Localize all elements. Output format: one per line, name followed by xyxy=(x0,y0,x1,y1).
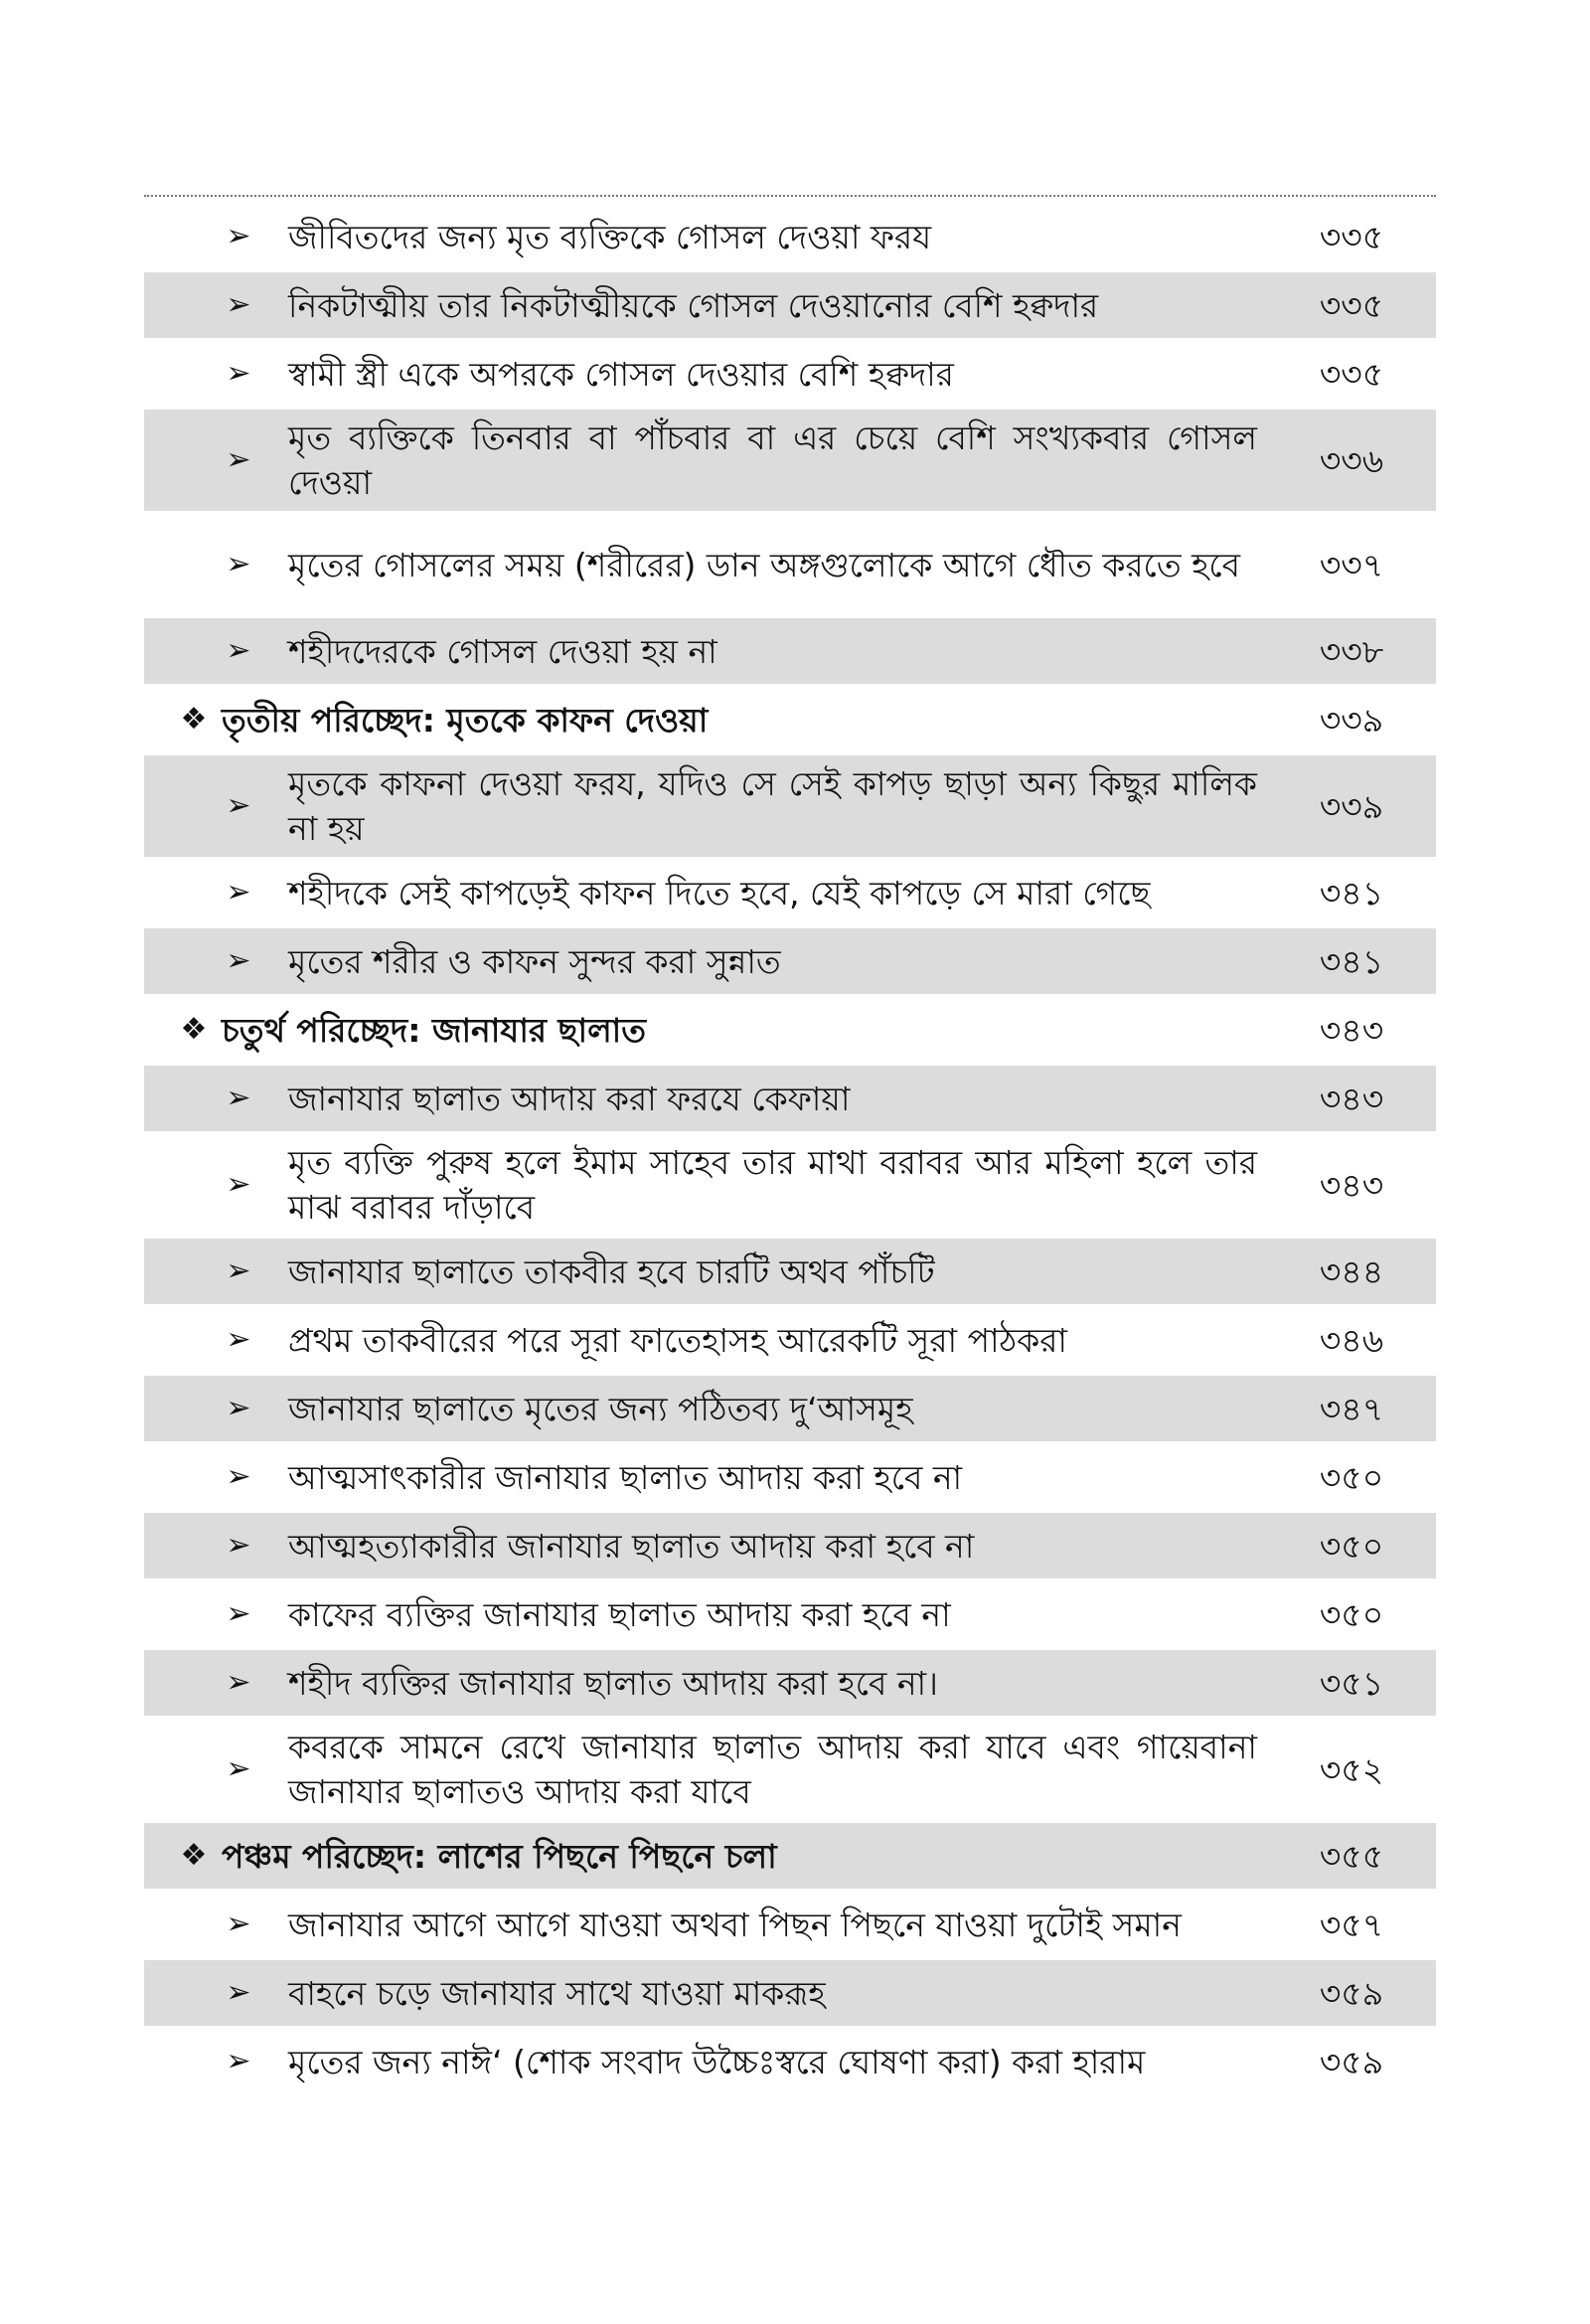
arrow-bullet-icon: ➢ xyxy=(226,788,251,823)
toc-row xyxy=(144,341,1436,407)
arrow-bullet-icon: ➢ xyxy=(226,875,251,910)
arrow-bullet-icon: ➢ xyxy=(226,356,251,391)
toc-page-number: ৩৫১ xyxy=(1319,1663,1384,1703)
toc-entry-title: মৃতকে কাফনা দেওয়া ফরয, যদিও সে সেই কাপড় ছাড়া অন্য কিছুর মালিক না হয় xyxy=(288,764,1257,848)
toc-page-number: ৩৫০ xyxy=(1319,1457,1384,1497)
toc-entry-title: জানাযার আগে আগে যাওয়া অথবা পিছন পিছনে যাওয়া দুটোই সমান xyxy=(288,1905,1182,1944)
toc-page-number: ৩৫৭ xyxy=(1319,1905,1384,1944)
toc-row xyxy=(144,1581,1436,1647)
toc-row xyxy=(144,1134,1436,1236)
arrow-bullet-icon: ➢ xyxy=(226,1528,251,1563)
arrow-bullet-icon: ➢ xyxy=(226,1975,251,2010)
toc-entry-title: আত্মহত্যাকারীর জানাযার ছালাত আদায় করা হবে না xyxy=(288,1526,975,1566)
toc-entry-title: মৃতের শরীর ও কাফন সুন্দর করা সুন্নাত xyxy=(288,941,781,981)
toc-entry-title: নিকটাত্মীয় তার নিকটাত্মীয়কে গোসল দেওয়ানোর বেশি হক্বদার xyxy=(288,285,1099,325)
toc-page-number: ৩৩৫ xyxy=(1319,354,1384,394)
toc-row xyxy=(144,1892,1436,1957)
toc-page-number: ৩৩৯ xyxy=(1319,786,1384,826)
diamond-bullet-icon: ❖ xyxy=(180,1838,208,1873)
toc-entry-title: জানাযার ছালাত আদায় করা ফরযে কেফায়া xyxy=(288,1079,851,1118)
arrow-bullet-icon: ➢ xyxy=(226,1253,251,1288)
toc-page-number: ৩৪৭ xyxy=(1319,1389,1384,1428)
toc-page-number: ৩৩৭ xyxy=(1319,545,1384,584)
toc-entry-title: জানাযার ছালাতে মৃতের জন্য পঠিতব্য দু‘আসমূহ xyxy=(288,1389,913,1428)
arrow-bullet-icon: ➢ xyxy=(226,287,251,322)
toc-row xyxy=(144,272,1436,338)
toc-row xyxy=(144,1239,1436,1304)
arrow-bullet-icon: ➢ xyxy=(226,1907,251,1941)
toc-entry-title: কাফের ব্যক্তির জানাযার ছালাত আদায় করা হবে না xyxy=(288,1594,951,1634)
toc-row xyxy=(144,1960,1436,2026)
arrow-bullet-icon: ➢ xyxy=(226,547,251,581)
header-rule xyxy=(144,195,1436,197)
toc-page-number: ৩৪৩ xyxy=(1319,1079,1384,1118)
toc-page-number: ৩৪৩ xyxy=(1319,1010,1384,1050)
arrow-bullet-icon: ➢ xyxy=(226,943,251,978)
toc-entry-title: আত্মসাৎকারীর জানাযার ছালাত আদায় করা হবে না xyxy=(288,1457,963,1497)
toc-row xyxy=(144,1513,1436,1578)
toc-page-number: ৩৫৯ xyxy=(1319,2042,1384,2081)
toc-entry-title: মৃতের গোসলের সময় (শরীরের) ডান অঙ্গগুলোকে আগে ধৌত করতে হবে xyxy=(288,545,1241,584)
toc-page-number: ৩৫০ xyxy=(1319,1526,1384,1566)
toc-page-number: ৩৩৬ xyxy=(1319,440,1384,480)
toc-page-number: ৩৩৯ xyxy=(1319,700,1384,740)
toc-page-number: ৩৪৪ xyxy=(1319,1251,1384,1291)
arrow-bullet-icon: ➢ xyxy=(226,1751,251,1786)
toc-entry-title: বাহনে চড়ে জানাযার সাথে যাওয়া মাকরূহ xyxy=(288,1973,826,2013)
toc-page-number: ৩৪৬ xyxy=(1319,1320,1384,1360)
toc-entry-title: মৃত ব্যক্তিকে তিনবার বা পাঁচবার বা এর চেয়ে বেশি সংখ্যকবার গোসল দেওয়া xyxy=(288,418,1257,502)
toc-page-number: ৩৪১ xyxy=(1319,873,1384,913)
arrow-bullet-icon: ➢ xyxy=(226,633,251,668)
toc-chapter-title: পঞ্চম পরিচ্ছেদ: লাশের পিছনে পিছনে চলা xyxy=(222,1836,777,1876)
toc-chapter-title: চতুর্থ পরিচ্ছেদ: জানাযার ছালাত xyxy=(222,1010,647,1050)
toc-page-number: ৩৫৫ xyxy=(1319,1836,1384,1876)
toc-row xyxy=(144,755,1436,857)
arrow-bullet-icon: ➢ xyxy=(226,2044,251,2078)
toc-chapter-title: তৃতীয় পরিচ্ছেদ: মৃতকে কাফন দেওয়া xyxy=(222,700,709,740)
toc-chapter-row xyxy=(144,1823,1436,1889)
arrow-bullet-icon: ➢ xyxy=(226,1080,251,1115)
toc-entry-title: স্বামী স্ত্রী একে অপরকে গোসল দেওয়ার বেশি হক্বদার xyxy=(288,354,954,394)
toc-page-number: ৩৫২ xyxy=(1319,1749,1384,1789)
diamond-bullet-icon: ❖ xyxy=(180,1012,208,1047)
toc-page-number: ৩৩৫ xyxy=(1319,217,1384,256)
arrow-bullet-icon: ➢ xyxy=(226,1167,251,1202)
toc-row xyxy=(144,928,1436,994)
toc-page-number: ৩৩৫ xyxy=(1319,285,1384,325)
arrow-bullet-icon: ➢ xyxy=(226,1322,251,1357)
toc-page-number: ৩৩৮ xyxy=(1319,631,1384,671)
toc-page-number: ৩৪১ xyxy=(1319,941,1384,981)
toc-page-number: ৩৫০ xyxy=(1319,1594,1384,1634)
toc-row xyxy=(144,1444,1436,1510)
toc-row xyxy=(144,860,1436,925)
toc-entry-title: জীবিতদের জন্য মৃত ব্যক্তিকে গোসল দেওয়া ফরয xyxy=(288,217,932,256)
toc-row xyxy=(144,204,1436,269)
arrow-bullet-icon: ➢ xyxy=(226,1391,251,1425)
toc-entry-title: শহীদকে সেই কাপড়েই কাফন দিতে হবে, যেই কাপড়ে সে মারা গেছে xyxy=(288,873,1151,913)
toc-entry-title: শহীদদেরকে গোসল দেওয়া হয় না xyxy=(288,631,717,671)
toc-row xyxy=(144,410,1436,511)
arrow-bullet-icon: ➢ xyxy=(226,1459,251,1494)
toc-page-number: ৩৫৯ xyxy=(1319,1973,1384,2013)
arrow-bullet-icon: ➢ xyxy=(226,219,251,253)
toc-entry-title: মৃতের জন্য নাঈ‘ (শোক সংবাদ উচ্চৈঃস্বরে ঘোষণা করা) করা হারাম xyxy=(288,2042,1146,2081)
toc-chapter-row xyxy=(144,997,1436,1063)
toc-row xyxy=(144,2029,1436,2094)
toc-page-number: ৩৪৩ xyxy=(1319,1165,1384,1205)
toc-entry-title: মৃত ব্যক্তি পুরুষ হলে ইমাম সাহেব তার মাথা বরাবর আর মহিলা হলে তার মাঝ বরাবর দাঁড়াবে xyxy=(288,1143,1257,1227)
toc-entry-title: জানাযার ছালাতে তাকবীর হবে চারটি অথব পাঁচটি xyxy=(288,1251,935,1291)
arrow-bullet-icon: ➢ xyxy=(226,1665,251,1700)
toc-row xyxy=(144,618,1436,684)
toc-row xyxy=(144,514,1436,615)
diamond-bullet-icon: ❖ xyxy=(180,702,208,737)
toc-row xyxy=(144,1066,1436,1131)
toc-row xyxy=(144,1307,1436,1373)
toc-entry-title: শহীদ ব্যক্তির জানাযার ছালাত আদায় করা হবে না। xyxy=(288,1663,938,1703)
toc-entry-title: কবরকে সামনে রেখে জানাযার ছালাত আদায় করা যাবে এবং গায়েবানা জানাযার ছালাতও আদায় করা যাবে xyxy=(288,1728,1257,1811)
toc-row xyxy=(144,1376,1436,1441)
arrow-bullet-icon: ➢ xyxy=(226,442,251,477)
arrow-bullet-icon: ➢ xyxy=(226,1596,251,1631)
toc-chapter-row xyxy=(144,687,1436,752)
toc-row xyxy=(144,1650,1436,1716)
table-of-contents xyxy=(144,204,1436,2094)
toc-row xyxy=(144,1719,1436,1820)
toc-entry-title: প্রথম তাকবীরের পরে সূরা ফাতেহাসহ আরেকটি সূরা পাঠকরা xyxy=(288,1320,1067,1360)
